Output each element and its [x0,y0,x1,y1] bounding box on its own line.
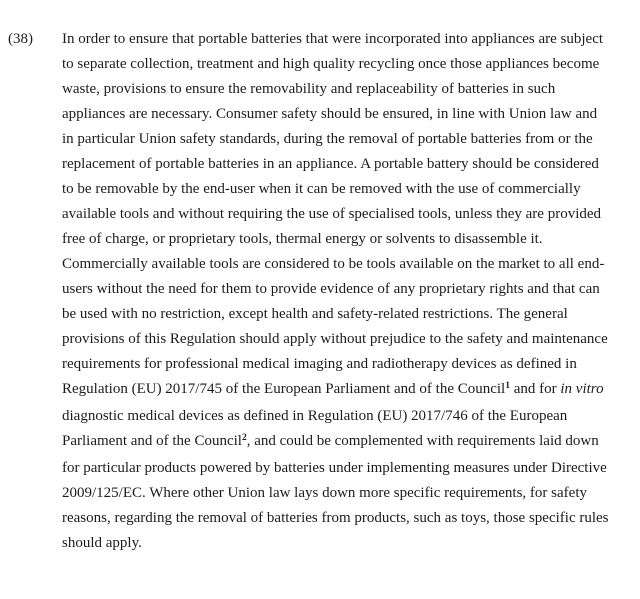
text-segment: in particular Union safety standards, during the removal of portable batteries from or the [62,131,593,147]
text-segment: requirements for professional medical imaging and radiotherapy devices as defined in [62,356,577,372]
text-line [62,202,636,227]
text-segment: to be removable by the end-user when it can be removed with the use of commercially [62,181,581,197]
text-line [62,456,636,481]
text-segment: for particular products powered by batteries under implementing measures under Directive [62,460,607,476]
text-line [62,77,636,102]
recital-body [62,27,640,556]
text-segment: , and could be complemented with requirements laid down [246,433,599,449]
text-segment: to separate collection, treatment and high quality recycling once those appliances become [62,56,600,72]
text-segment: provisions of this Regulation should apply without prejudice to the safety and maintenance [62,331,608,347]
text-line [62,27,636,52]
text-line [62,352,636,377]
text-segment: Commercially available tools are considered to be tools available on the market to all end- [62,256,605,272]
recital-number: (38) [8,31,33,47]
text-line [62,531,636,556]
text-segment: available tools and without requiring the use of specialised tools, unless they are provided [62,206,602,222]
text-segment: and for [509,381,561,397]
text-line [62,404,636,429]
text-segment: Regulation (EU) 2017/745 of the European Parliament and of the Council [62,381,506,397]
text-segment: users without the need for them to provide evidence of any proprietary rights and that can [62,281,600,297]
footnote-ref: 1 [505,380,510,391]
text-segment: reasons, regarding the removal of batteries from products, such as toys, those specific rules [62,510,609,526]
text-segment: 2009/125/EC. Where other Union law lays down more specific requirements, for safety [62,485,587,501]
italic-text-segment: in vitro [560,381,604,397]
text-line [62,252,636,277]
text-line [62,506,636,531]
text-segment: appliances are necessary. Consumer safety should be ensured, in line with Union law and [62,106,598,122]
text-line [62,52,636,77]
text-line [62,327,636,352]
footnote-ref: 2 [241,432,247,443]
text-line [62,177,636,202]
text-segment: Parliament and of the Council [62,433,242,449]
text-segment: diagnostic medical devices as defined in Regulation (EU) 2017/746 of the European [62,408,568,424]
text-segment: free of charge, or proprietary tools, thermal energy or solvents to disassemble it. [62,231,543,247]
text-segment: In order to ensure that portable batteries that were incorporated into appliances are subject [62,31,604,47]
text-segment: waste, provisions to ensure the removability and replaceability of batteries in such [62,81,556,97]
text-line [62,102,636,127]
text-segment: should apply. [62,535,142,551]
text-line [62,302,636,327]
text-segment: be used with no restriction, except health and safety-related restrictions. The general [62,306,568,322]
text-segment: replacement of portable batteries in an appliance. A portable battery should be considered [62,156,599,172]
text-line [62,227,636,252]
text-line [62,277,636,302]
text-line [62,152,636,177]
text-line [62,429,636,456]
text-line [62,481,636,506]
text-line [62,127,636,152]
text-line [62,377,636,404]
